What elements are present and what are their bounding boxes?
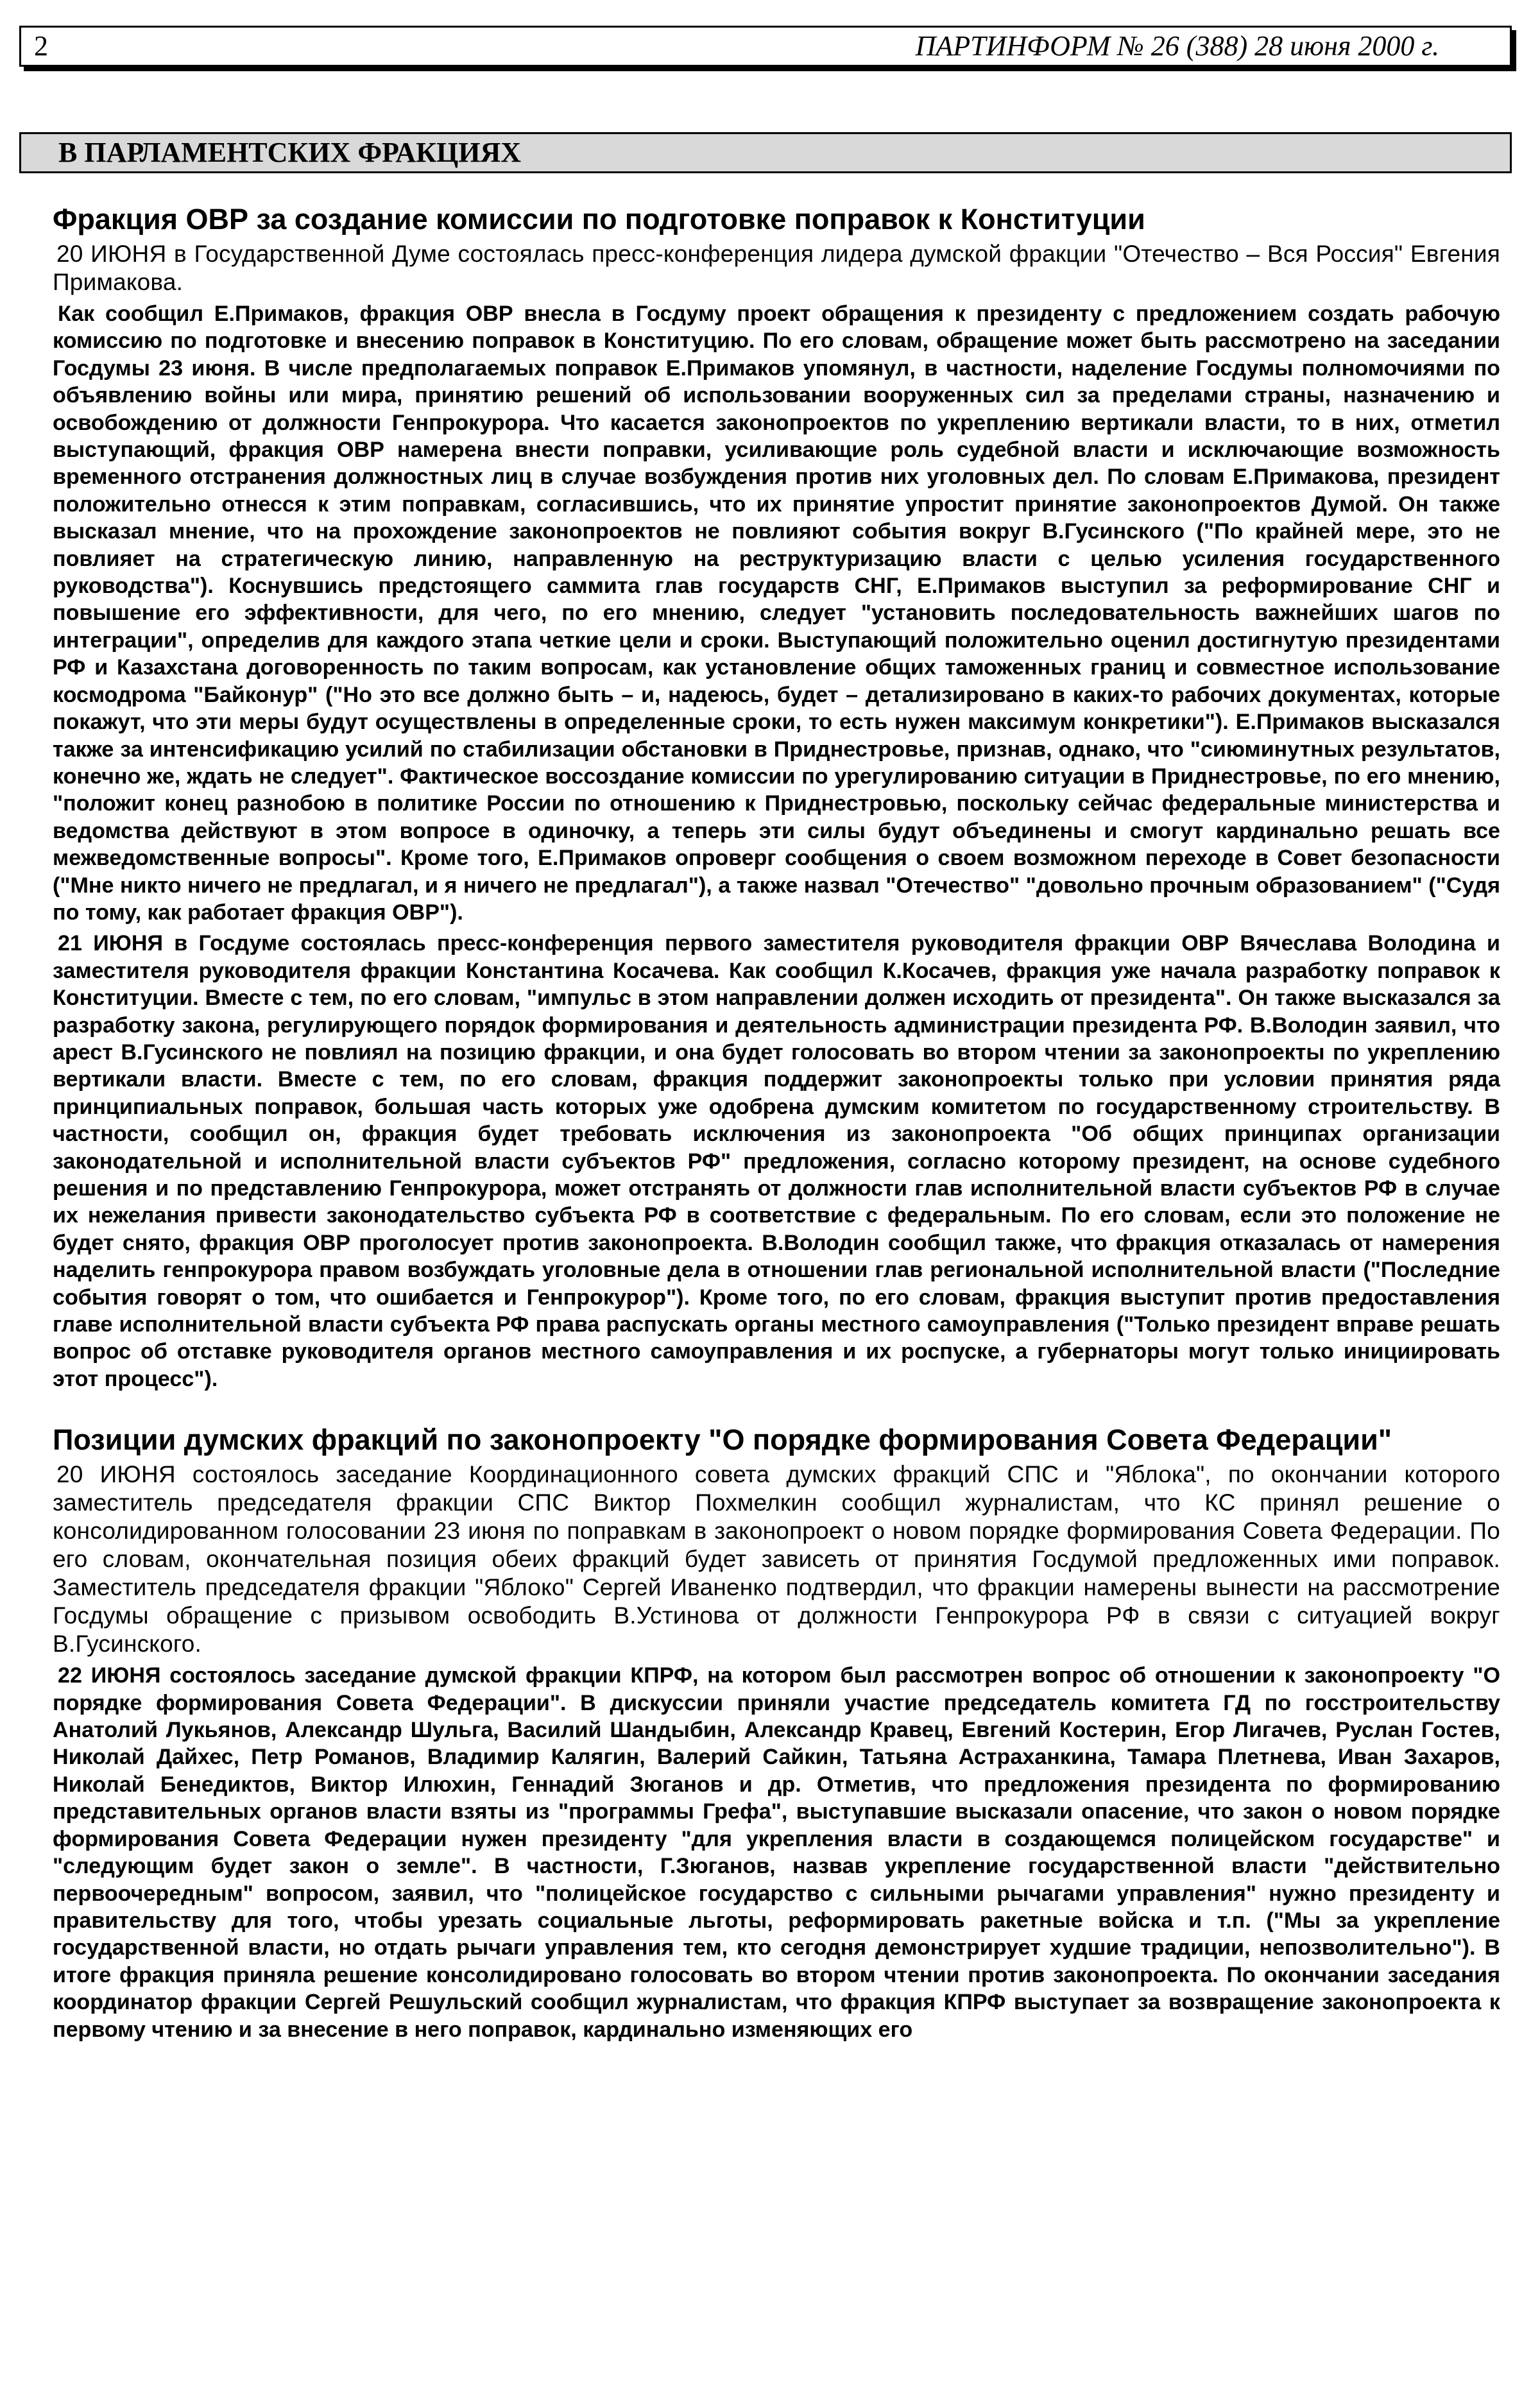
section-heading: В ПАРЛАМЕНТСКИХ ФРАКЦИЯХ [19,132,1512,173]
article-paragraph: 22 ИЮНЯ состоялось заседание думской фракции КПРФ, на котором был рассмотрен вопрос об отношении к законопроекту "О порядке формирования Совета Федерации". В дискуссии приняли участие председатель комитета ГД по госстроительству Анатолий Лукьянов, Александр Шульга, Василий Шандыбин, Александр Кравец, Евгений Костерин, Егор Лигачев, Руслан Гостев, Николай Дайхес, Петр Романов, Владимир Калягин, Валерий Сайкин, Татьяна Астраханкина, Тамара Плетнева, Иван Захаров, Николай Бенедиктов, Виктор Илюхин, Геннадий Зюганов и др. Отметив, что предложения президента по формированию представительных органов власти взяты из "программы Грефа", выступавшие высказали опасение, что закон о новом порядке формирования Совета Федерации нужен президенту "для укрепления власти в создающемся полицейском государстве" и "следующим будет закон о земле". В частности, Г.Зюганов, назвав укрепление государственной власти "действительно первоочередным" вопросом, заявил, что "полицейское государство с сильными рычагами управления" нужно президенту и правительству для того, чтобы урезать социальные льготы, реформировать ракетные войска и т.п. ("Мы за укрепление государственной власти, но отдать рычаги управления тем, кто сегодня демонстрирует худшие традиции, непозволительно"). В итоге фракция приняла решение консолидировано голосовать во втором чтении против законопроекта. По окончании заседания координатор фракции Сергей Решульский сообщил журналистам, что фракция КПРФ выступает за возвращение законопроекта к первому чтению и за внесение в него поправок, кардинально изменяющих его [53,1663,1500,2042]
article-column [53,201,1500,2043]
page-header [19,26,1512,67]
article-title: Фракция ОВР за создание комиссии по подготовке поправок к Конституции [53,203,1145,236]
article-paragraph: 21 ИЮНЯ в Госдуме состоялась пресс-конференция первого заместителя руководителя фракции ОВР Вячеслава Володина и заместителя руководителя фракции Константина Косачева. Как сообщил К.Косачев, фракция уже начала разработку поправок к Конституции. Вместе с тем, по его словам, "импульс в этом направлении должен исходить от президента". Он также высказался за разработку закона, регулирующего порядок формирования и деятельность администрации президента РФ. В.Володин заявил, что арест В.Гусинского не повлиял на позицию фракции, и она будет голосовать во втором чтении за законопроекты по укреплению вертикали власти. Вместе с тем, по его словам, фракция поддержит законопроекты только при условии принятия ряда принципиальных поправок, большая часть которых уже одобрена думским комитетом по государственному строительству. В частности, сообщил он, фракция будет требовать исключения из законопроекта "Об общих принципах организации законодательной и исполнительной власти субъектов РФ" предложения, согласно которому президент, на основе судебного решения и по представлению Генпрокурора, может отстранять от должности глав исполнительной власти субъектов РФ в случае их нежелания привести законодательство субъекта РФ в соответствие с федеральным. По его словам, если это положение не будет снято, фракция ОВР проголосует против законопроекта. В.Володин сообщил также, что фракция отказалась от намерения наделить генпрокурора правом возбуждать уголовные дела в отношении глав региональной исполнительной власти ("Последние события говорят о том, что ошибается и Генпрокурор"). Кроме того, по его словам, фракция выступит против предоставления главе исполнительной власти субъекта РФ права распускать органы местного самоуправления ("Только президент вправе решать вопрос об отставке руководителя органов местного самоуправления и их роспуске, а губернаторы могут только инициировать этот процесс"). [53,931,1500,1391]
publication-title: ПАРТИНФОРМ № 26 (388) 28 июня 2000 г. [915,30,1439,62]
article-ovr [53,201,1500,1392]
article-title: Позиции думских фракций по законопроекту "О порядке формирования Совета Федерации" [53,1423,1392,1457]
article-paragraph: Как сообщил Е.Примаков, фракция ОВР внесла в Госдуму проект обращения к президенту с предложением создать рабочую комиссию по подготовке и внесению поправок в Конституцию. По его словам, обращение может быть рассмотрено на заседании Госдумы 23 июня. В числе предполагаемых поправок Е.Примаков упомянул, в частности, наделение Госдумы полномочиями по объявлению войны или мира, принятию решений об использовании вооруженных сил за пределами страны, назначению и освобождению от должности Генпрокурора. Что касается законопроектов по укреплению вертикали власти, то в них, отметил выступающий, фракция ОВР намерена внести поправки, усиливающие роль судебной власти и исключающие возможность временного отстранения должностных лиц в случае возбуждения против них уголовных дел. По словам Е.Примакова, президент положительно отнесся к этим поправкам, согласившись, что их принятие упростит принятие законопроектов Думой. Он также высказал мнение, что на прохождение законопроектов не повлияют события вокруг В.Гусинского ("По крайней мере, это не повлияет на стратегическую линию, направленную на реструктуризацию власти с целью усиления государственного руководства"). Коснувшись предстоящего саммита глав государств СНГ, Е.Примаков выступил за реформирование СНГ и повышение его эффективности, для чего, по его мнению, следует "установить последовательность важнейших шагов по интеграции", определив для каждого этапа четкие цели и сроки. Выступающий положительно оценил достигнутую президентами РФ и Казахстана договоренность по таким вопросам, как установление общих таможенных границ и совместное использование космодрома "Байконур" ("Но это все должно быть – и, надеюсь, будет – детализировано в каких-то рабочих документах, которые покажут, что эти меры будут осуществлены в определенные сроки, то есть нужен максимум конкретики"). Е.Примаков высказался также за интенсификацию усилий по стабилизации обстановки в Приднестровье, признав, однако, что "сиюминутных результатов, конечно же, ждать не следует". Фактическое воссоздание комиссии по урегулированию ситуации в Приднестровье, по его мнению, "положит конец разнобою в политике России по отношению к Приднестровью, поскольку сейчас федеральные министерства и ведомства действуют в этом вопросе в одиночку, а теперь эти силы будут объединены и смогут кардинально решать все межведомственные вопросы". Кроме того, Е.Примаков опроверг сообщения о своем возможном переходе в Совет безопасности ("Мне никто ничего не предлагал, и я ничего не предлагал"), а также назвал "Отечество" "довольно прочным образованием" ("Судя по тому, как работает фракция ОВР"). [53,302,1500,925]
page-number: 2 [34,30,48,62]
article-lead: 20 ИЮНЯ в Государственной Думе состоялась пресс-конференция лидера думской фракции "Отечество – Вся Россия" Евгения Примакова. [53,241,1500,295]
article-lead: 20 ИЮНЯ состоялось заседание Координационного совета думских фракций СПС и "Яблока", по окончании которого заместитель председателя фракции СПС Виктор Похмелкин сообщил журналистам, что КС принял решение о консолидированном голосовании 23 июня по поправкам в законопроект о новом порядке формирования Совета Федерации. По его словам, окончательная позиция обеих фракций будет зависеть от принятия Госдумой предложенных ими поправок. Заместитель председателя фракции "Яблоко" Сергей Иваненко подтвердил, что фракции намерены вынести на рассмотрение Госдумы обращение с призывом освободить В.Устинова от должности Генпрокурора РФ в связи с ситуацией вокруг В.Гусинского. [53,1461,1500,1658]
article-federation-council [53,1422,1500,2043]
